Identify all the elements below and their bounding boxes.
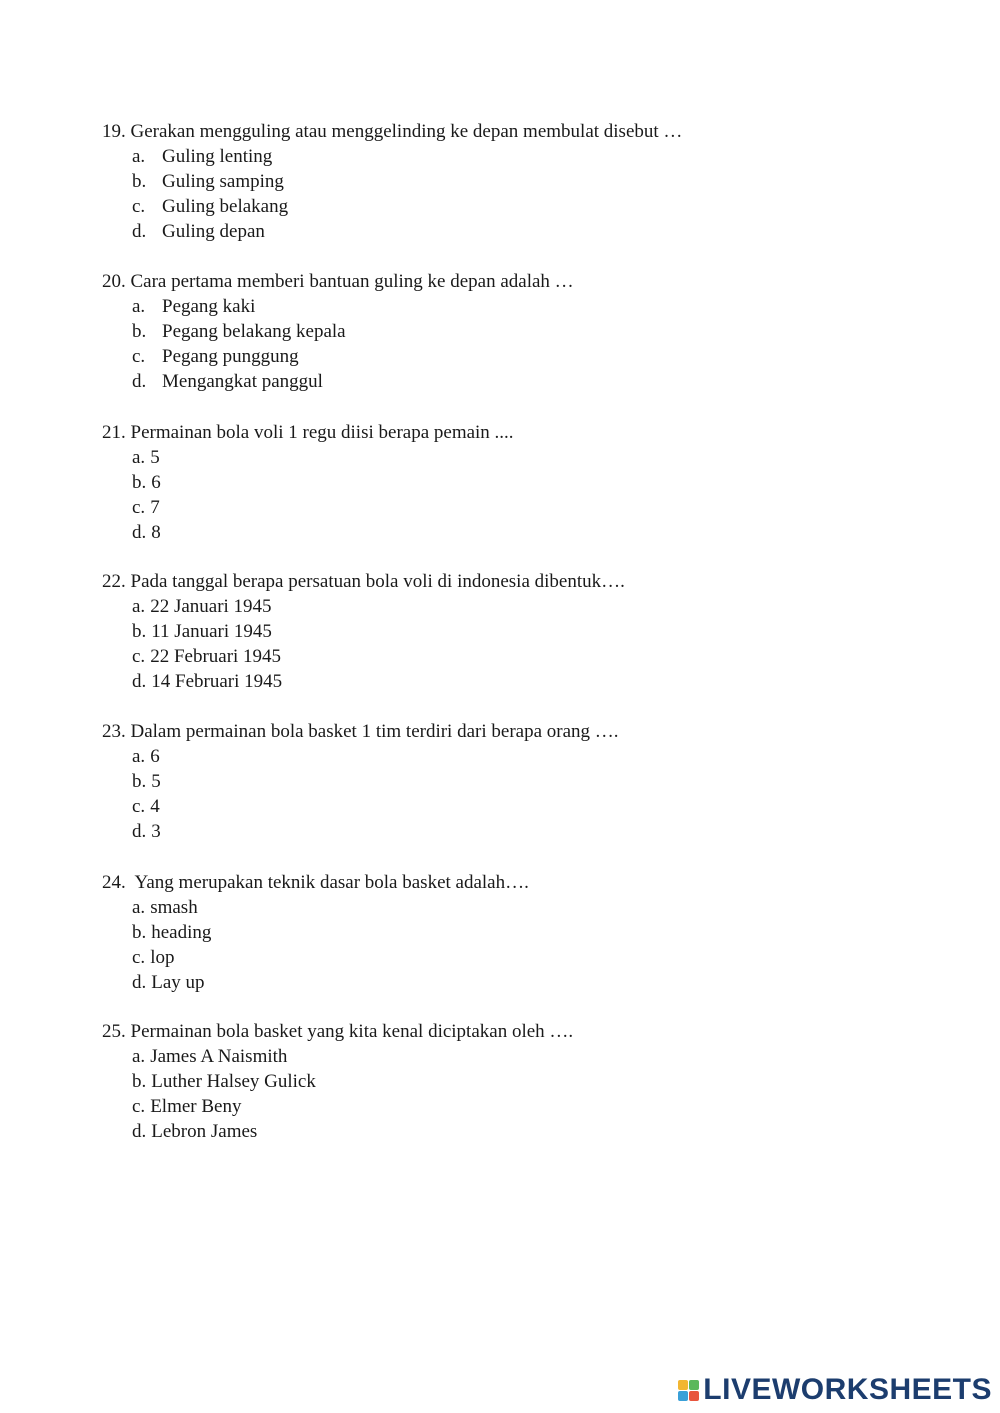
option-text: 5 [150,447,160,468]
option-letter: c. [132,346,146,367]
option-text: 14 Februari 1945 [151,671,283,692]
option-letter: d. [132,522,147,543]
option-c [102,495,962,520]
question-stem [102,119,962,144]
option-b [102,1069,962,1094]
option-letter: a. [132,1046,146,1067]
option-text: 7 [150,497,160,518]
option-text: James A Naismith [150,1046,288,1067]
option-text: 22 Februari 1945 [150,646,282,667]
option-text: Elmer Beny [150,1096,242,1117]
option-text: Guling belakang [162,196,289,217]
option-text: 6 [150,746,160,767]
option-d [102,369,962,394]
option-d [102,1119,962,1144]
logo-mark-tile [678,1380,688,1390]
question-text: Dalam permainan bola basket 1 tim terdiri dari berapa orang …. [130,721,619,742]
question-text: Cara pertama memberi bantuan guling ke depan adalah … [130,271,574,292]
option-a [102,744,962,769]
question-number: 23. [102,721,126,742]
option-text: 5 [151,771,161,792]
question-text: Pada tanggal berapa persatuan bola voli di indonesia dibentuk…. [130,571,625,592]
option-b [102,319,962,344]
option-text: 22 Januari 1945 [150,596,272,617]
option-text: Pegang kaki [162,296,256,317]
option-letter: a. [132,146,146,167]
option-a [102,294,962,319]
option-letter: d. [132,371,147,392]
option-a [102,445,962,470]
option-text: 4 [150,796,160,817]
option-letter: a. [132,596,146,617]
option-c [102,194,962,219]
option-b [102,920,962,945]
question-stem [102,870,962,895]
option-letter: d. [132,1121,147,1142]
option-c [102,344,962,369]
question-24 [102,870,962,995]
question-number: 21. [102,422,126,443]
option-text: smash [150,897,198,918]
question-stem [102,569,962,594]
question-number: 25. [102,1021,126,1042]
option-letter: b. [132,321,147,342]
option-d [102,819,962,844]
logo-mark-tile [678,1391,688,1401]
option-letter: c. [132,1096,146,1117]
option-letter: d. [132,972,147,993]
question-stem [102,420,962,445]
question-stem [102,1019,962,1044]
option-text: 11 Januari 1945 [151,621,272,642]
option-text: Lay up [151,972,205,993]
option-text: Guling lenting [162,146,273,167]
option-text: Pegang punggung [162,346,299,367]
option-b [102,769,962,794]
option-c [102,644,962,669]
question-21 [102,420,962,545]
question-25 [102,1019,962,1144]
option-letter: a. [132,746,146,767]
option-d [102,219,962,244]
option-text: lop [150,947,175,968]
question-23 [102,719,962,844]
question-20 [102,269,962,394]
logo-text: LIVEWORKSHEETS [703,1373,992,1406]
question-text: Gerakan mengguling atau menggelinding ke depan membulat disebut … [130,121,683,142]
option-letter: b. [132,621,147,642]
option-b [102,169,962,194]
question-number: 22. [102,571,126,592]
option-letter: a. [132,296,146,317]
option-text: Pegang belakang kepala [162,321,346,342]
question-text: Permainan bola voli 1 regu diisi berapa pemain .... [130,422,514,443]
option-text: 8 [151,522,161,543]
option-letter: b. [132,771,147,792]
option-letter: a. [132,897,146,918]
option-text: heading [151,922,212,943]
option-text: 3 [151,821,161,842]
question-number: 24. [102,872,126,893]
option-c [102,794,962,819]
option-a [102,144,962,169]
option-d [102,520,962,545]
option-letter: b. [132,472,147,493]
option-letter: b. [132,1071,147,1092]
option-b [102,470,962,495]
question-number: 20. [102,271,126,292]
option-text: Mengangkat panggul [162,371,323,392]
logo-mark-icon [678,1380,699,1401]
logo-mark-tile [689,1380,699,1390]
option-text: 6 [151,472,161,493]
option-d [102,669,962,694]
option-c [102,945,962,970]
option-c [102,1094,962,1119]
option-letter: b. [132,171,147,192]
option-letter: c. [132,646,146,667]
option-letter: d. [132,221,147,242]
question-text: Permainan bola basket yang kita kenal diciptakan oleh …. [130,1021,574,1042]
question-stem [102,269,962,294]
option-a [102,1044,962,1069]
question-22 [102,569,962,694]
liveworksheets-logo [678,1373,992,1407]
option-text: Lebron James [151,1121,258,1142]
option-letter: d. [132,671,147,692]
option-letter: c. [132,196,146,217]
option-text: Luther Halsey Gulick [151,1071,316,1092]
option-text: Guling depan [162,221,265,242]
question-number: 19. [102,121,126,142]
option-letter: c. [132,796,146,817]
question-stem [102,719,962,744]
question-text: Yang merupakan teknik dasar bola basket adalah…. [130,872,529,893]
option-text: Guling samping [162,171,284,192]
option-a [102,594,962,619]
option-a [102,895,962,920]
option-letter: a. [132,447,146,468]
option-letter: b. [132,922,147,943]
option-b [102,619,962,644]
option-letter: c. [132,497,146,518]
question-19 [102,119,962,244]
option-letter: d. [132,821,147,842]
option-letter: c. [132,947,146,968]
option-d [102,970,962,995]
logo-mark-tile [689,1391,699,1401]
